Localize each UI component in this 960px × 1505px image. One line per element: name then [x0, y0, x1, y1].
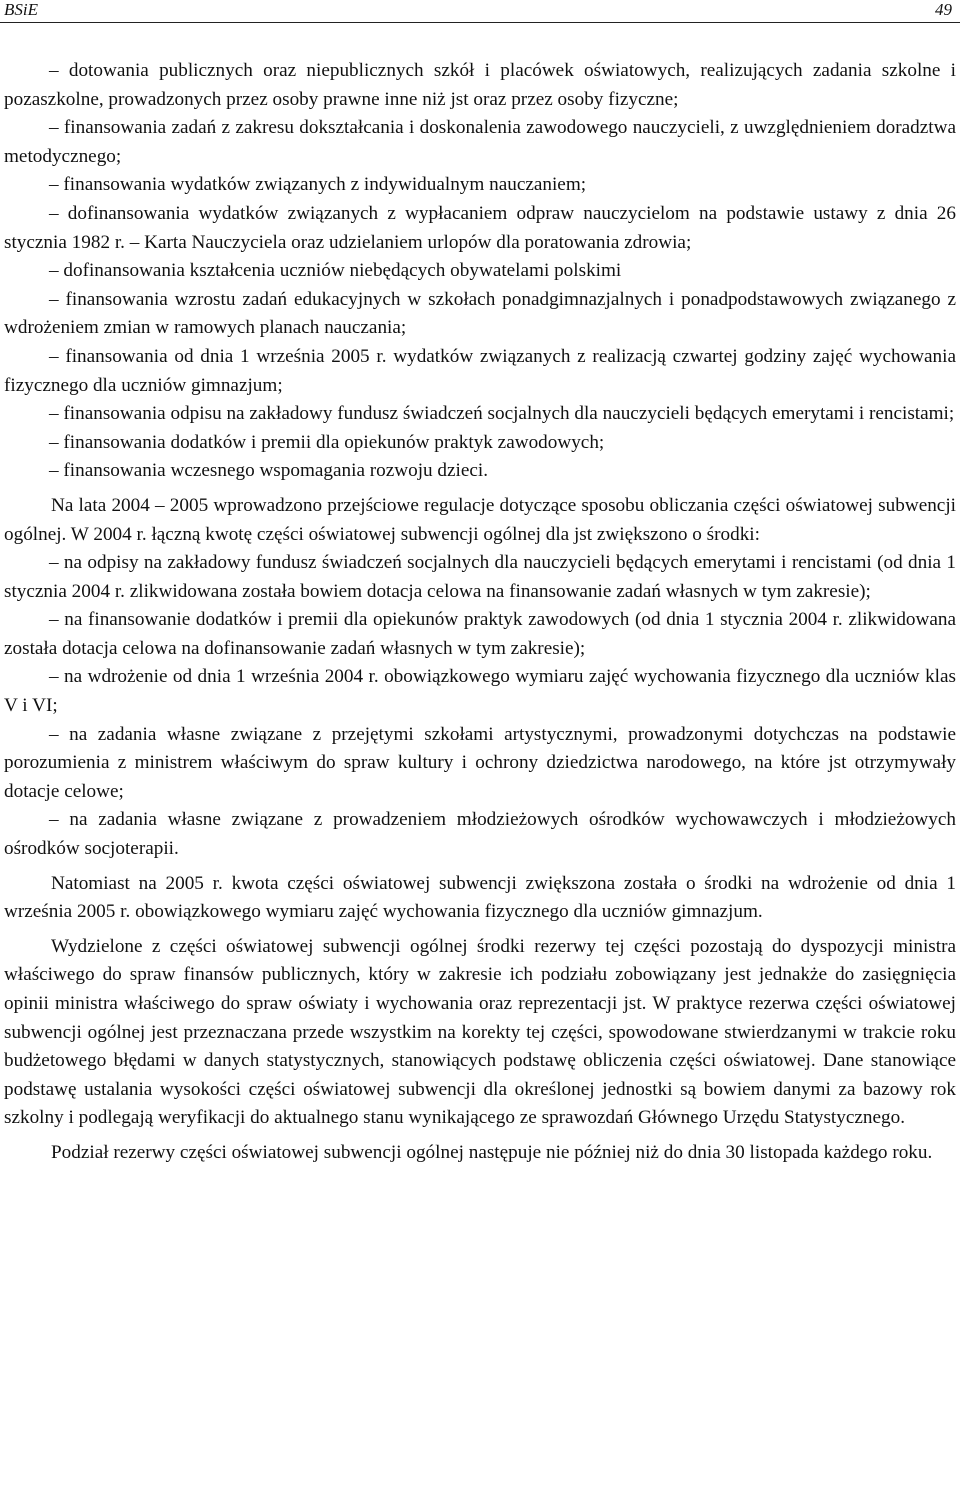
- paragraph-transitional-regulations: Na lata 2004 – 2005 wprowadzono przejściowe regulacje dotyczące sposobu obliczania części oświatowej subwencji ogólnej. W 2004 r. łączną kwotę części oświatowej subwencji ogólnej dla jst zwiększono o środki:: [4, 494, 956, 545]
- paragraph-reserve-deadline: Podział rezerwy części oświatowej subwencji ogólnej następuje nie później niż do dnia 30 listopada każdego roku.: [51, 1141, 933, 1163]
- list-item: – na odpisy na zakładowy fundusz świadczeń socjalnych dla nauczycieli będących emerytami i rencistami (od dnia 1 stycznia 2004 r. zlikwidowana została bowiem dotacja celowa na finansowanie zadań własnych w tym zakresie);: [4, 552, 956, 602]
- list-item: – dofinansowania wydatków związanych z wypłacaniem odpraw nauczycielom na podstawie ustawy z dnia 26 stycznia 1982 r. – Karta Nauczyciela oraz udzielaniem urlopów dla poratowania zdrowia;: [4, 202, 956, 253]
- list-item: – finansowania zadań z zakresu dokształcania i doskonalenia zawodowego nauczycieli, z uwzględnieniem doradztwa metodycznego;: [4, 117, 956, 167]
- header-title: BSiE: [4, 0, 38, 19]
- list-item: – finansowania wzrostu zadań edukacyjnych w szkołach ponadgimnazjalnych i ponadpodstawowych związanego z wdrożeniem zmian w ramowych planach nauczania;: [4, 288, 956, 339]
- list-item: – finansowania od dnia 1 września 2005 r. wydatków związanych z realizacją czwartej godziny zajęć wychowania fizycznego dla uczniów gimnazjum;: [4, 345, 956, 396]
- list-item: – na finansowanie dodatków i premii dla opiekunów praktyk zawodowych (od dnia 1 stycznia 2004 r. zlikwidowana została dotacja celowa na dofinansowanie zadań własnych w tym zakresie);: [4, 609, 956, 659]
- paragraph-reserve: Wydzielone z części oświatowej subwencji ogólnej środki rezerwy tej części pozostają do dyspozycji ministra właściwego do spraw finansów publicznych, który w zakresie ich podziału zobowiązany jest jednakże do zasięgnięcia opinii ministra właściwego do spraw oświaty i wychowania oraz reprezentacji jst. W praktyce rezerwa części oświatowej subwencji ogólnej jest przeznaczana przede wszystkim na korekty tej części, spowodowane stwierdzanymi w trakcie roku budżetowego błędami w danych statystycznych, stanowiących podstawę obliczenia części oświatowej. Dane stanowiące podstawę ustalania wysokości części oświatowej subwencji dla określonej jednostki są bowiem danymi za bazowy rok szkolny i podlegają weryfikacji do aktualnego stanu wynikającego ze sprawozdań Głównego Urzędu Statystycznego.: [4, 935, 956, 1129]
- document-body: [4, 57, 956, 1168]
- list-item: – dofinansowania kształcenia uczniów niebędących obywatelami polskimi: [49, 260, 622, 282]
- paragraph-2005: Natomiast na 2005 r. kwota części oświatowej subwencji zwiększona została o środki na wdrożenie od dnia 1 września 2005 r. obowiązkowego wymiaru zajęć wychowania fizycznego dla uczniów gimnazjum.: [4, 872, 956, 923]
- list-item: – na wdrożenie od dnia 1 września 2004 r. obowiązkowego wymiaru zajęć wychowania fizycznego dla uczniów klas V i VI;: [4, 666, 956, 717]
- list-item: – finansowania odpisu na zakładowy fundusz świadczeń socjalnych dla nauczycieli będących emerytami i rencistami;: [49, 403, 955, 425]
- funding-list: [4, 57, 956, 486]
- list-item: – finansowania wydatków związanych z indywidualnym nauczaniem;: [49, 174, 587, 196]
- running-header: [0, 0, 960, 23]
- list-item: – finansowania dodatków i premii dla opiekunów praktyk zawodowych;: [49, 431, 605, 453]
- list-item: – finansowania wczesnego wspomagania rozwoju dzieci.: [49, 460, 489, 482]
- list-item: – na zadania własne związane z prowadzeniem młodzieżowych ośrodków wychowawczych i młodzieżowych ośrodków socjoterapii.: [4, 809, 956, 860]
- increase-list: [4, 549, 956, 864]
- list-item: – na zadania własne związane z przejętymi szkołami artystycznymi, prowadzonymi dotychczas na podstawie porozumienia z ministrem właściwym do spraw kultury i ochrony dziedzictwa narodowego, na które jst otrzymywały dotacje celowe;: [4, 723, 956, 802]
- list-item: – dotowania publicznych oraz niepublicznych szkół i placówek oświatowych, realizujących zadania szkolne i pozaszkolne, prowadzonych przez osoby prawne inne niż jst oraz przez osoby fizyczne;: [4, 60, 956, 110]
- page-number: 49: [935, 0, 952, 19]
